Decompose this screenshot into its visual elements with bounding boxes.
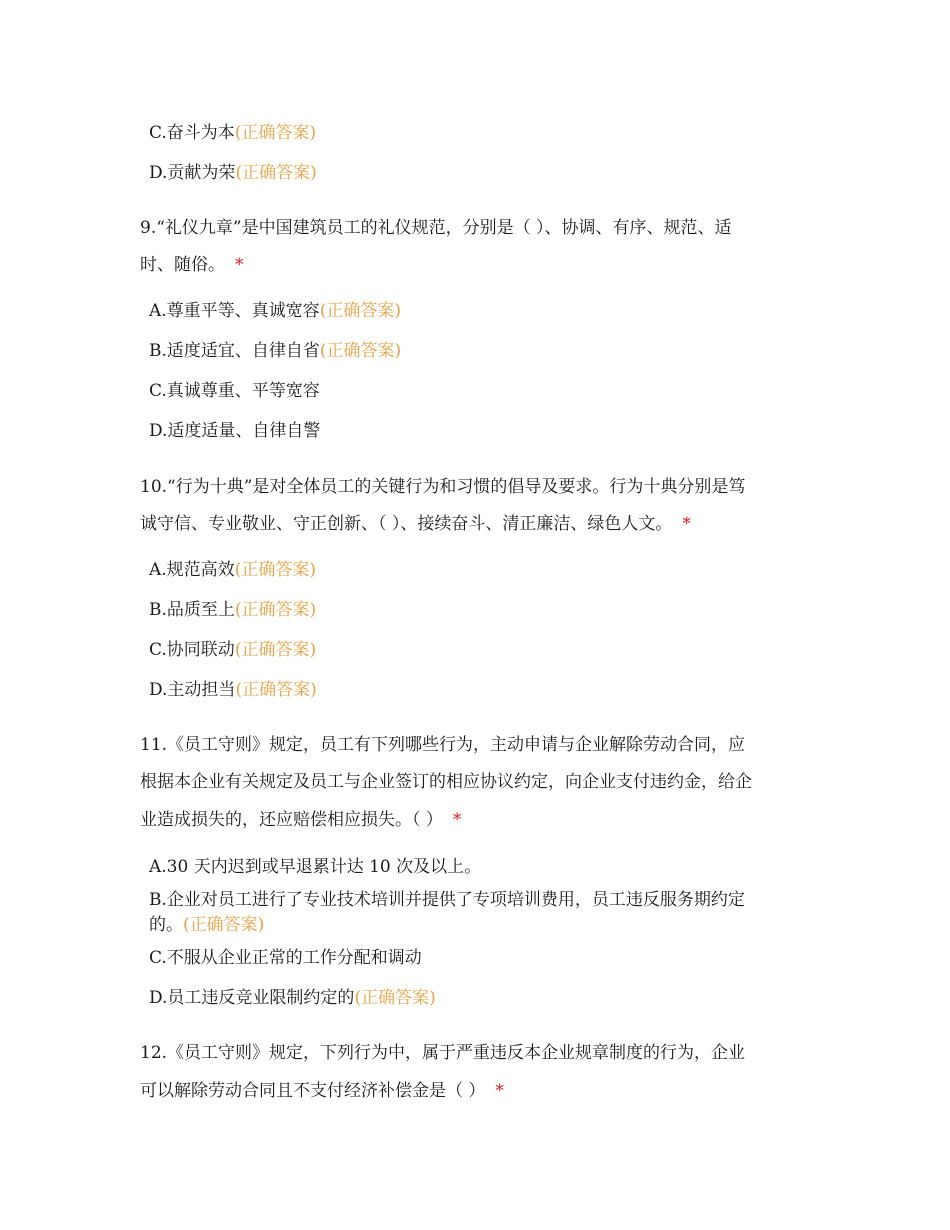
q12-text-line1: 12.《员工守则》规定，下列行为中，属于严重违反本企业规章制度的行为，企业 <box>140 1043 746 1063</box>
correct-answer-tag: (正确答案) <box>354 988 436 1008</box>
option-label: D.员工违反竞业限制约定的 <box>149 988 355 1008</box>
q9-option-a <box>149 299 401 323</box>
q11-option-d <box>149 986 436 1010</box>
q9-text-line2 <box>140 253 244 277</box>
q9-option-b <box>149 339 401 363</box>
option-label: B.品质至上 <box>149 600 235 620</box>
option-label: D.适度适量、自律自警 <box>149 421 321 441</box>
correct-answer-tag: (正确答案) <box>319 301 401 321</box>
option-label: C.奋斗为本 <box>149 123 235 143</box>
correct-answer-tag: (正确答案) <box>235 680 317 700</box>
option-label: A.规范高效 <box>149 560 235 580</box>
option-label: C.真诚尊重、平等宽容 <box>149 381 320 401</box>
correct-answer-tag: (正确答案) <box>235 163 317 183</box>
q9-text-line1: 9.“礼仪九章”是中国建筑员工的礼仪规范，分别是（ ）、协调、有序、规范、适 <box>140 218 732 238</box>
q11-text-line1: 11.《员工守则》规定，员工有下列哪些行为，主动申请与企业解除劳动合同，应 <box>140 735 746 755</box>
option-label: B.企业对员工进行了专业技术培训并提供了专项培训费用，员工违反服务期约定 <box>149 890 745 910</box>
q11-option-a <box>149 855 481 879</box>
option-label: A.30 天内迟到或早退累计达 10 次及以上。 <box>149 857 482 877</box>
correct-answer-tag: (正确答案) <box>234 600 317 620</box>
q11-option-b-line2 <box>149 913 264 937</box>
option-label: D.贡献为荣 <box>149 163 236 183</box>
option-label: C.不服从企业正常的工作分配和调动 <box>149 948 422 968</box>
option-label: C.协同联动 <box>149 640 235 660</box>
q10-text-line2 <box>140 512 691 536</box>
q11-text-line2: 根据本企业有关规定及员工与企业签订的相应协议约定，向企业支付违约金，给企 <box>140 772 752 792</box>
q10-option-c <box>149 638 316 662</box>
q8-option-d <box>149 161 317 185</box>
option-label: A.尊重平等、真诚宽容 <box>149 301 320 321</box>
option-label: B.适度适宜、自律自省 <box>149 341 320 361</box>
option-label: 的。 <box>149 915 183 935</box>
correct-answer-tag: (正确答案) <box>234 123 317 143</box>
question-text: 业造成损失的，还应赔偿相应损失。（ ） <box>140 810 443 830</box>
q11-option-b-line1 <box>149 888 745 912</box>
required-mark: * <box>495 1081 504 1101</box>
option-label: D.主动担当 <box>149 680 236 700</box>
correct-answer-tag: (正确答案) <box>183 915 265 935</box>
q10-text-line1: 10.“行为十典”是对全体员工的关键行为和习惯的倡导及要求。行为十典分别是笃 <box>140 477 746 497</box>
required-mark: * <box>452 810 462 830</box>
required-mark: * <box>235 255 244 275</box>
question-text: 时、随俗。 <box>140 255 225 275</box>
q11-option-c <box>149 946 422 970</box>
required-mark: * <box>682 514 691 534</box>
correct-answer-tag: (正确答案) <box>234 640 317 660</box>
q12-text-line2 <box>140 1079 504 1103</box>
q10-option-d <box>149 678 317 702</box>
q8-option-c <box>149 121 316 145</box>
question-text: 诚守信、专业敬业、守正创新、（ ）、接续奋斗、清正廉洁、绿色人文。 <box>140 514 673 534</box>
correct-answer-tag: (正确答案) <box>319 341 402 361</box>
q10-option-a <box>149 558 316 582</box>
question-text: 可以解除劳动合同且不支付经济补偿金是（ ） <box>140 1081 486 1101</box>
q11-text-line3 <box>140 808 461 832</box>
q10-option-b <box>149 598 316 622</box>
correct-answer-tag: (正确答案) <box>234 560 316 580</box>
q9-option-d <box>149 419 320 443</box>
q9-option-c <box>149 379 320 403</box>
